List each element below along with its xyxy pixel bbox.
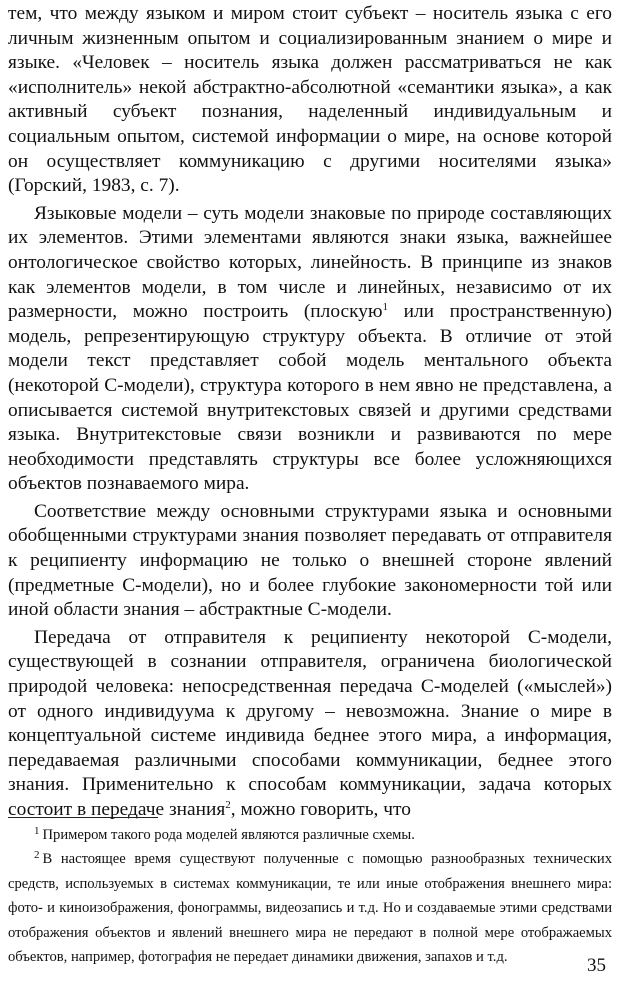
footnote-2 — [8, 847, 612, 969]
paragraph-3: Соответствие между основными структурами языка и основными обобщенными структурами знания позволяет передавать от отправителя к реципиенту информацию не только о внешней стороне явлений (предметные С-модели), но и более глубокие закономерности той или иной области знания – абстрактные С-модели. — [8, 500, 612, 621]
paragraph-4-part-a: Передача от отправителя к реципиенту некоторой С-модели, существующей в сознании отправителя, ограничена биологической природой человека: непосредственная передача С-моделей («мыслей») от одного индивидуума к другому – невозможна. Знание о мире в концептуальной системе индивида беднее этого мира, а информация, передаваемая различными способами коммуникации, беднее этого знания. Применительно к способам коммуникации, задача которых состоит в передаче знания — [8, 626, 612, 820]
footnote-1 — [8, 823, 612, 847]
footnote-1-text: Примером такого рода моделей являются различные схемы. — [42, 827, 415, 843]
footnote-divider — [8, 817, 158, 818]
paragraph-2-part-a: Языковые модели – суть модели знаковые по природе составляющих их элементов. Этими элементами являются знаки языка, важнейшее онтологическое свойство которых, линейность. В принципе из знаков как элементов модели, в том числе и линейных, независимо от их размерности, можно построить (плоскую — [8, 202, 612, 323]
page-number: 35 — [587, 955, 606, 976]
paragraph-4-part-b: , можно говорить, что — [230, 799, 411, 820]
paragraph-4 — [8, 626, 612, 823]
footnote-2-mark: 2 — [34, 849, 40, 862]
footnote-ref-1: 1 — [382, 301, 388, 314]
paragraph-2 — [8, 202, 612, 497]
paragraph-2-part-b: или пространственную) модель, репрезентирующую структуру объекта. В отличие от этой модели текст представляет собой модель ментального объекта (некоторой С-модели), структура которого в нем явно не представлена, а описывается системой внутритекстовых связей и другими средствами языка. Внутритекстовые связи возникли и развиваются по мере необходимости представлять структуры все более усложняющихся объектов познаваемого мира. — [8, 301, 612, 495]
footnote-1-mark: 1 — [34, 825, 40, 837]
footnotes — [8, 823, 612, 969]
footnote-ref-2: 2 — [225, 799, 231, 811]
paragraph-1: тем, что между языком и миром стоит субъект – носитель языка с его личным жизненным опытом и социализированным знанием о мире и языке. «Человек – носитель языка должен рассматриваться не как «исполнитель» некой абстрактно-абсолютной «семантики языка», а как активный субъект познания, наделенный индивидуальным и социальным опытом, системой информации о мире, на основе которой он осуществляет коммуникацию с другими носителями языка» (Горский, 1983, с. 7). — [8, 3, 612, 197]
footnote-2-text: В настоящее время существуют полученные с помощью разнообразных технических средств, используемых в системах коммуникации, те или иные отображения внешнего мира: фото- и киноизображения, фонограммы, видеозапись и т.д. Но и создаваемые этими средствами отображения объектов и явлений внешнего мира не передают в полной мере отображаемых объектов, например, фотография не передает динамики движения, запахов и т.д. — [8, 851, 612, 966]
body-text — [8, 2, 612, 823]
